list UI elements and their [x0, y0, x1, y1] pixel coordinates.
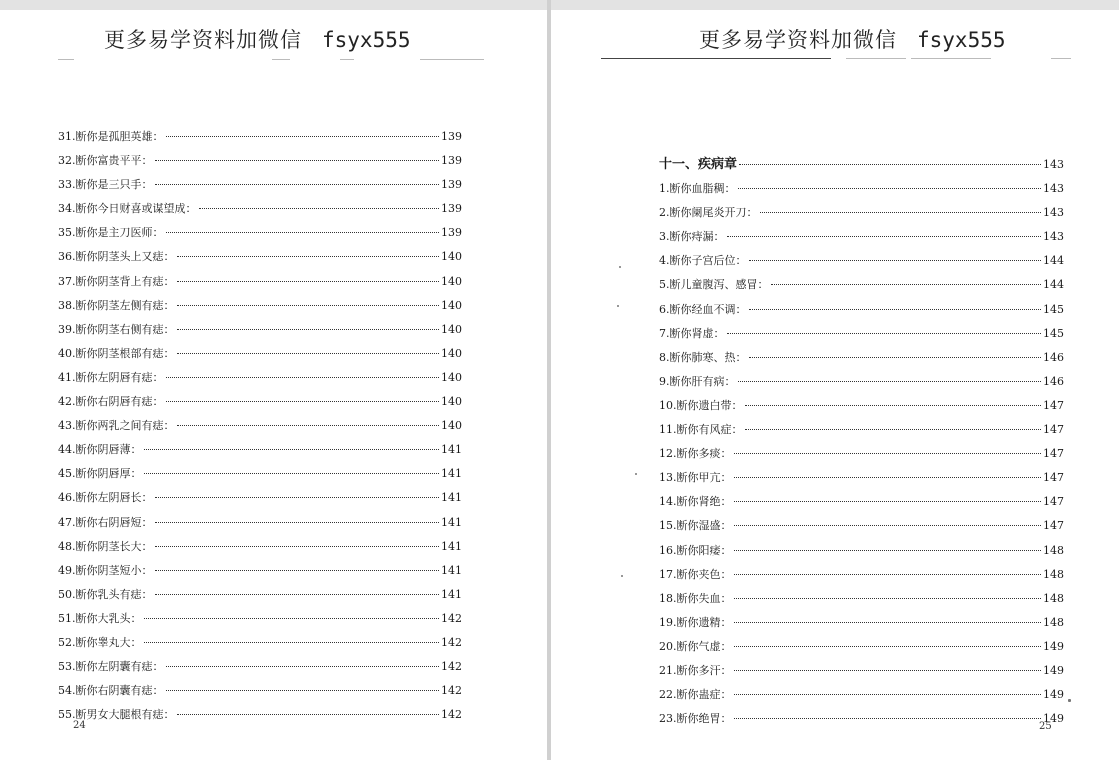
dot-leader — [734, 525, 1042, 526]
chapter-page: 143 — [1043, 158, 1064, 171]
toc-entry — [58, 659, 462, 683]
dot-leader — [771, 284, 1042, 285]
right-toc-list — [659, 157, 1064, 735]
toc-entry — [58, 611, 462, 635]
toc-entry — [659, 422, 1064, 446]
dot-leader — [177, 329, 440, 330]
dot-leader — [144, 473, 440, 474]
left-page-header — [104, 24, 411, 54]
chapter-title: 十一、疾病章 — [659, 157, 738, 172]
dot-leader — [144, 618, 440, 619]
right-page — [551, 10, 1119, 760]
toc-entry — [58, 707, 462, 731]
toc-entry-title: 39.断你阴茎右侧有痣： — [58, 322, 175, 336]
scan-speck — [1068, 699, 1071, 702]
header-text: 更多易学资料加微信 — [699, 28, 897, 52]
toc-entry-title: 18.断你失血： — [659, 591, 732, 605]
toc-entry-page: 143 — [1043, 230, 1064, 244]
toc-entry-title: 11.断你有风症： — [659, 423, 743, 437]
toc-entry-title: 53.断你左阴囊有痣： — [58, 660, 164, 674]
toc-entry — [659, 205, 1064, 229]
toc-entry-page: 148 — [1043, 567, 1064, 581]
toc-entry-page: 141 — [441, 587, 462, 601]
scan-speck — [617, 305, 619, 307]
dot-leader — [144, 642, 440, 643]
toc-entry — [659, 326, 1064, 350]
toc-entry-title: 21.断你多汗： — [659, 663, 732, 677]
toc-entry — [659, 253, 1064, 277]
toc-entry — [659, 446, 1064, 470]
toc-entry-title: 22.断你蛊症： — [659, 688, 732, 702]
header-rule — [58, 59, 74, 60]
dot-leader — [739, 164, 1041, 165]
toc-entry-page: 146 — [1043, 374, 1064, 388]
dot-leader — [734, 670, 1042, 671]
dot-leader — [745, 429, 1042, 430]
header-text: 更多易学资料加微信 — [104, 28, 302, 52]
dot-leader — [749, 309, 1042, 310]
toc-entry-title: 35.断你是主刀医师： — [58, 226, 164, 240]
dot-leader — [727, 236, 1042, 237]
header-rule — [911, 58, 991, 59]
toc-entry — [659, 711, 1064, 735]
toc-entry-page: 140 — [441, 298, 462, 312]
toc-entry-page: 142 — [441, 611, 462, 625]
toc-entry-title: 23.断你绝胃： — [659, 712, 732, 726]
toc-entry — [58, 394, 462, 418]
toc-entry — [58, 298, 462, 322]
dot-leader — [155, 570, 440, 571]
toc-entry-page: 140 — [441, 274, 462, 288]
toc-entry-title: 47.断你右阴唇短： — [58, 515, 153, 529]
toc-entry-title: 54.断你右阴囊有痣： — [58, 684, 164, 698]
toc-entry-title: 40.断你阴茎根部有痣： — [58, 346, 175, 360]
toc-entry-page: 140 — [441, 419, 462, 433]
toc-entry-title: 5.断儿童腹泻、感冒： — [659, 278, 769, 292]
toc-entry-title: 8.断你肺寒、热： — [659, 350, 747, 364]
toc-entry-page: 144 — [1043, 254, 1064, 268]
toc-entry-title: 52.断你睾丸大： — [58, 635, 142, 649]
toc-entry-page: 139 — [441, 226, 462, 240]
toc-entry-title: 51.断你大乳头： — [58, 611, 142, 625]
toc-entry-page: 149 — [1043, 712, 1064, 726]
toc-entry-title: 41.断你左阴唇有痣： — [58, 370, 164, 384]
toc-entry — [58, 587, 462, 611]
dot-leader — [166, 666, 440, 667]
toc-entry — [659, 567, 1064, 591]
toc-entry-title: 12.断你多痰： — [659, 447, 732, 461]
dot-leader — [166, 377, 440, 378]
dot-leader — [144, 449, 440, 450]
toc-entry-title: 38.断你阴茎左侧有痣： — [58, 298, 175, 312]
toc-entry-page: 141 — [441, 443, 462, 457]
page-number: 25 — [1039, 721, 1052, 732]
dot-leader — [199, 208, 440, 209]
toc-entry-title: 43.断你两乳之间有痣： — [58, 419, 175, 433]
toc-entry — [58, 249, 462, 273]
toc-chapter-heading — [659, 157, 1064, 181]
header-wechat-id: fsyx555 — [917, 28, 1006, 52]
toc-entry-title: 31.断你是孤胆英雄： — [58, 130, 164, 143]
toc-entry-title: 4.断你子宫后位： — [659, 254, 747, 268]
dot-leader — [177, 281, 440, 282]
header-rule — [601, 58, 831, 59]
toc-entry — [659, 639, 1064, 663]
toc-entry — [58, 515, 462, 539]
scan-speck — [621, 575, 623, 577]
toc-entry — [58, 418, 462, 442]
toc-entry-page: 142 — [441, 660, 462, 674]
toc-entry-page: 139 — [441, 154, 462, 168]
toc-entry — [659, 470, 1064, 494]
toc-entry — [58, 442, 462, 466]
toc-entry-title: 34.断你今日财喜或谋望成： — [58, 202, 197, 216]
dot-leader — [738, 188, 1042, 189]
toc-entry-page: 149 — [1043, 663, 1064, 677]
dot-leader — [734, 694, 1042, 695]
header-wechat-id: fsyx555 — [322, 28, 411, 52]
toc-entry — [58, 683, 462, 707]
toc-entry — [58, 177, 462, 201]
toc-entry — [659, 181, 1064, 205]
toc-entry-title: 46.断你左阴唇长： — [58, 491, 153, 505]
toc-entry-title: 15.断你湿盛： — [659, 519, 732, 533]
header-rule — [340, 59, 354, 60]
toc-entry-page: 147 — [1043, 519, 1064, 533]
toc-entry-page: 139 — [441, 202, 462, 216]
dot-leader — [166, 136, 440, 137]
dot-leader — [155, 160, 440, 161]
toc-entry-page: 149 — [1043, 688, 1064, 702]
dot-leader — [734, 574, 1042, 575]
toc-entry-page: 146 — [1043, 350, 1064, 364]
dot-leader — [155, 546, 440, 547]
dot-leader — [166, 232, 440, 233]
toc-entry-page: 141 — [441, 491, 462, 505]
right-page-header — [699, 24, 1006, 54]
toc-entry — [659, 229, 1064, 253]
toc-entry-page: 141 — [441, 563, 462, 577]
dot-leader — [177, 353, 440, 354]
dot-leader — [155, 497, 440, 498]
dot-leader — [177, 305, 440, 306]
toc-entry — [659, 543, 1064, 567]
toc-entry-page: 140 — [441, 395, 462, 409]
header-rule — [420, 59, 484, 60]
dot-leader — [734, 501, 1042, 502]
toc-entry — [659, 398, 1064, 422]
toc-entry — [58, 225, 462, 249]
toc-entry — [659, 277, 1064, 301]
toc-entry-page: 148 — [1043, 591, 1064, 605]
toc-entry — [659, 663, 1064, 687]
left-toc-list — [58, 129, 462, 731]
toc-entry — [659, 302, 1064, 326]
toc-entry-page: 141 — [441, 467, 462, 481]
dot-leader — [745, 405, 1042, 406]
toc-entry — [659, 374, 1064, 398]
scan-speck — [635, 473, 637, 475]
dot-leader — [155, 184, 440, 185]
toc-entry-title: 32.断你富贵平平： — [58, 154, 153, 168]
toc-entry-page: 147 — [1043, 447, 1064, 461]
toc-entry-title: 49.断你阴茎短小： — [58, 563, 153, 577]
toc-entry-title: 13.断你甲亢： — [659, 471, 732, 485]
toc-entry-page: 140 — [441, 322, 462, 336]
toc-entry-page: 139 — [441, 130, 462, 143]
dot-leader — [734, 453, 1042, 454]
header-rule — [272, 59, 290, 60]
toc-entry-title: 37.断你阴茎背上有痣： — [58, 274, 175, 288]
toc-entry-title: 16.断你阳痿： — [659, 543, 732, 557]
toc-entry-page: 140 — [441, 250, 462, 264]
toc-entry — [58, 563, 462, 587]
toc-entry-title: 9.断你肝有病： — [659, 374, 736, 388]
toc-entry-page: 147 — [1043, 471, 1064, 485]
toc-entry — [58, 490, 462, 514]
dot-leader — [734, 550, 1042, 551]
toc-entry-title: 1.断你血脂稠： — [659, 182, 736, 196]
toc-entry-page: 147 — [1043, 423, 1064, 437]
scan-speck — [619, 266, 621, 268]
toc-entry-page: 139 — [441, 178, 462, 192]
dot-leader — [734, 718, 1042, 719]
left-page — [0, 10, 547, 760]
dot-leader — [727, 333, 1042, 334]
toc-entry-page: 147 — [1043, 495, 1064, 509]
toc-entry-page: 148 — [1043, 615, 1064, 629]
toc-entry — [58, 201, 462, 225]
toc-entry-title: 17.断你夹色： — [659, 567, 732, 581]
toc-entry-title: 36.断你阴茎头上又痣： — [58, 250, 175, 264]
dot-leader — [760, 212, 1042, 213]
toc-entry-page: 145 — [1043, 302, 1064, 316]
toc-entry-page: 147 — [1043, 398, 1064, 412]
toc-entry-page: 143 — [1043, 182, 1064, 196]
header-rule — [1051, 58, 1071, 59]
toc-entry-page: 145 — [1043, 326, 1064, 340]
toc-entry — [58, 129, 462, 153]
toc-entry-title: 10.断你遗白带： — [659, 398, 743, 412]
dot-leader — [177, 256, 440, 257]
toc-entry — [659, 615, 1064, 639]
dot-leader — [177, 714, 440, 715]
toc-entry-title: 42.断你右阴唇有痣： — [58, 395, 164, 409]
toc-entry — [58, 322, 462, 346]
toc-entry-title: 45.断你阴唇厚： — [58, 467, 142, 481]
toc-entry-title: 48.断你阴茎长大： — [58, 539, 153, 553]
dot-leader — [155, 522, 440, 523]
toc-entry — [58, 274, 462, 298]
toc-entry-page: 140 — [441, 370, 462, 384]
toc-entry-page: 142 — [441, 684, 462, 698]
toc-entry-page: 140 — [441, 346, 462, 360]
toc-entry-title: 44.断你阴唇薄： — [58, 443, 142, 457]
header-rule — [846, 58, 906, 59]
dot-leader — [155, 594, 440, 595]
toc-entry — [659, 518, 1064, 542]
dot-leader — [749, 260, 1042, 261]
toc-entry — [58, 370, 462, 394]
toc-entry — [659, 591, 1064, 615]
toc-entry-page: 142 — [441, 708, 462, 722]
toc-entry — [58, 346, 462, 370]
toc-entry-page: 143 — [1043, 206, 1064, 220]
page-number: 24 — [73, 720, 86, 731]
toc-entry-page: 149 — [1043, 639, 1064, 653]
toc-entry-title: 50.断你乳头有痣： — [58, 587, 153, 601]
toc-entry — [58, 466, 462, 490]
toc-entry — [58, 635, 462, 659]
toc-entry-page: 141 — [441, 539, 462, 553]
toc-entry-title: 14.断你肾绝： — [659, 495, 732, 509]
dot-leader — [166, 690, 440, 691]
toc-entry-title: 6.断你经血不调： — [659, 302, 747, 316]
toc-entry-page: 142 — [441, 635, 462, 649]
toc-entry-page: 144 — [1043, 278, 1064, 292]
toc-entry — [659, 494, 1064, 518]
toc-entry — [659, 350, 1064, 374]
toc-entry-page: 148 — [1043, 543, 1064, 557]
toc-entry — [58, 539, 462, 563]
dot-leader — [177, 425, 440, 426]
toc-entry — [58, 153, 462, 177]
toc-entry — [659, 687, 1064, 711]
dot-leader — [734, 477, 1042, 478]
toc-entry-title: 2.断你阑尾炎开刀： — [659, 206, 758, 220]
toc-entry-title: 20.断你气虚： — [659, 639, 732, 653]
toc-entry-title: 55.断男女大腿根有痣： — [58, 708, 175, 722]
toc-entry-title: 33.断你是三只手： — [58, 178, 153, 192]
dot-leader — [738, 381, 1042, 382]
toc-entry-title: 3.断你痔漏： — [659, 230, 725, 244]
dot-leader — [166, 401, 440, 402]
viewer-top-edge — [0, 0, 1119, 10]
toc-entry-title: 19.断你遗精： — [659, 615, 732, 629]
dot-leader — [749, 357, 1042, 358]
dot-leader — [734, 646, 1042, 647]
dot-leader — [734, 598, 1042, 599]
toc-entry-page: 141 — [441, 515, 462, 529]
toc-entry-title: 7.断你肾虚： — [659, 326, 725, 340]
dot-leader — [734, 622, 1042, 623]
